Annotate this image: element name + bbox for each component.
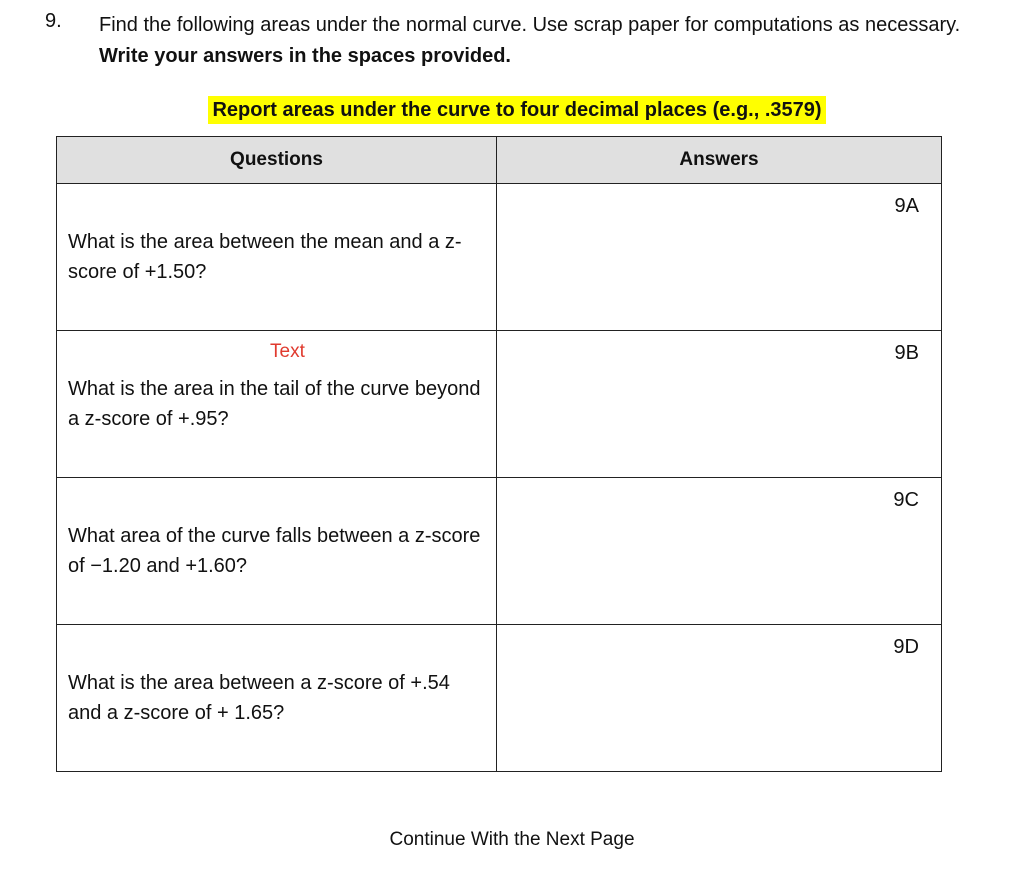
table-row <box>57 625 942 772</box>
table-row <box>57 184 942 331</box>
instructions <box>99 10 999 72</box>
instruction-bold: Write your answers in the spaces provided. <box>99 45 511 67</box>
instruction-text: Find the following areas under the normal curve. Use scrap paper for computations as necessary. <box>99 14 961 36</box>
question-text: What is the area between the mean and a z-score of +1.50? <box>68 231 462 283</box>
answer-label: 9D <box>893 636 919 658</box>
answer-label: 9C <box>893 489 919 511</box>
text-annotation[interactable]: Text <box>270 341 305 362</box>
table-header-row <box>57 137 942 184</box>
footer-text: Continue With the Next Page <box>389 829 635 850</box>
table-row <box>57 478 942 625</box>
answer-cell[interactable] <box>497 331 942 478</box>
answer-label: 9A <box>894 195 919 217</box>
question-cell <box>57 625 497 772</box>
question-cell <box>57 478 497 625</box>
question-text: What is the area in the tail of the curve beyond a z-score of +.95? <box>68 378 481 430</box>
answer-label: 9B <box>894 342 919 364</box>
answers-header: Answers <box>497 137 942 184</box>
question-cell <box>57 331 497 478</box>
qa-table <box>56 136 942 772</box>
answer-cell[interactable] <box>497 625 942 772</box>
highlighted-note: Report areas under the curve to four decimal places (e.g., .3579) <box>208 96 825 124</box>
question-cell <box>57 184 497 331</box>
answer-cell[interactable] <box>497 478 942 625</box>
answer-cell[interactable] <box>497 184 942 331</box>
questions-header: Questions <box>57 137 497 184</box>
question-text: What area of the curve falls between a z-score of −1.20 and +1.60? <box>68 525 481 577</box>
note-container <box>0 96 1024 124</box>
question-number: 9. <box>45 10 62 32</box>
question-text: What is the area between a z-score of +.54 and a z-score of + 1.65? <box>68 672 450 724</box>
table-row <box>57 331 942 478</box>
